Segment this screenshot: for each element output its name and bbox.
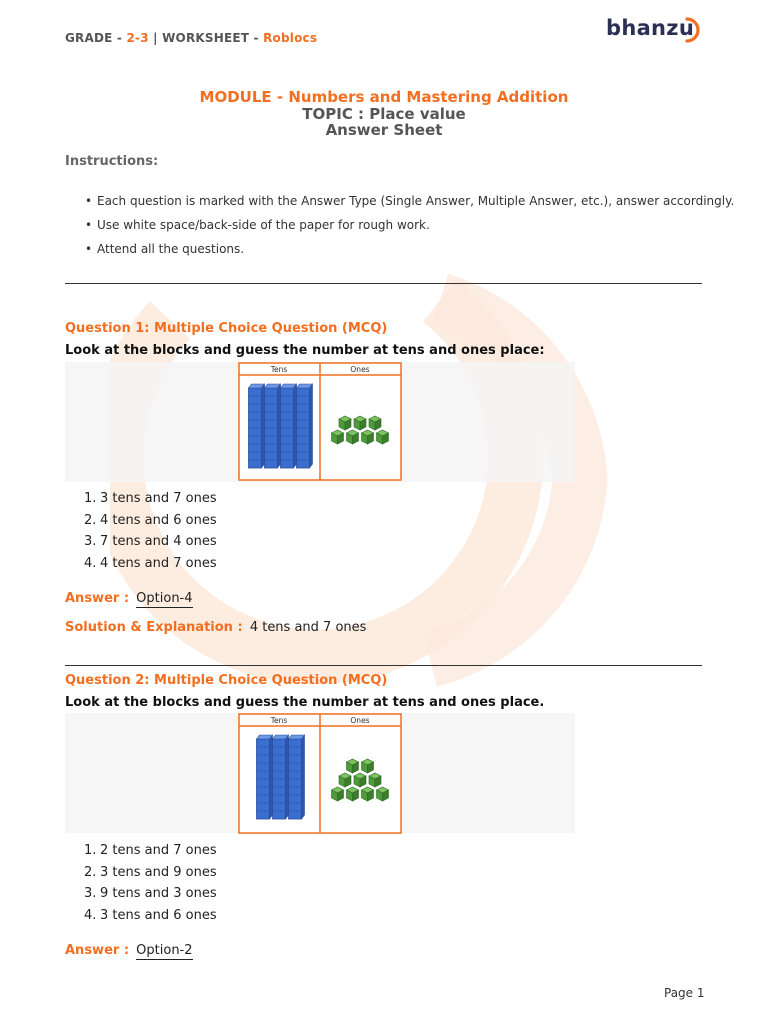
instruction-item: • Attend all the questions. xyxy=(85,240,734,264)
instructions-list xyxy=(85,192,734,264)
ones-cube xyxy=(339,416,351,430)
tens-rod xyxy=(281,384,297,468)
logo-arc-icon xyxy=(684,16,706,44)
option-text: 4 tens and 6 ones xyxy=(100,512,217,528)
option-number: 4. xyxy=(84,907,97,923)
ones-cube xyxy=(362,759,374,773)
tens-rod xyxy=(273,735,289,819)
ones-cube xyxy=(369,773,381,787)
option-text: 4 tens and 7 ones xyxy=(100,555,217,571)
header-separator: | xyxy=(148,31,163,45)
question-2-answer xyxy=(65,943,193,958)
instruction-item: • Use white space/back-side of the paper for rough work. xyxy=(85,216,734,240)
grade-value: 2-3 xyxy=(126,31,149,45)
ones-cube xyxy=(377,787,389,801)
ones-header: Ones xyxy=(350,716,370,725)
option-item xyxy=(84,907,217,929)
worksheet-header xyxy=(65,31,317,45)
option-text: 3 tens and 9 ones xyxy=(100,864,217,880)
question-1-blocks-figure xyxy=(238,362,402,481)
instructions-title: Instructions: xyxy=(65,154,159,169)
ones-cube xyxy=(347,759,359,773)
question-2-prompt: Look at the blocks and guess the number at tens and ones place. xyxy=(65,695,545,710)
ones-cube xyxy=(339,773,351,787)
question-1-prompt: Look at the blocks and guess the number at tens and ones place: xyxy=(65,343,545,358)
answer-label: Answer : xyxy=(65,943,130,958)
question-1-options xyxy=(84,490,217,576)
option-number: 2. xyxy=(84,864,97,880)
worksheet-label: WORKSHEET - xyxy=(162,31,264,45)
option-item xyxy=(84,842,217,864)
tens-header: Tens xyxy=(270,365,288,374)
option-item xyxy=(84,885,217,907)
question-1-solution xyxy=(65,620,366,635)
option-number: 2. xyxy=(84,512,97,528)
sheet-title: Answer Sheet xyxy=(325,121,443,139)
tens-rods xyxy=(257,735,305,819)
tens-rod xyxy=(249,384,265,468)
grade-label: GRADE - xyxy=(65,31,127,45)
instruction-item: • Each question is marked with the Answer Type (Single Answer, Multiple Answer, etc.), answer accordingly. xyxy=(85,192,734,216)
option-item xyxy=(84,490,217,512)
option-item xyxy=(84,533,217,555)
ones-cube xyxy=(369,416,381,430)
page-number: Page 1 xyxy=(664,986,705,1000)
worksheet-value: Roblocs xyxy=(263,31,318,45)
ones-cube xyxy=(362,430,374,444)
ones-cube xyxy=(347,430,359,444)
ones-cube xyxy=(354,416,366,430)
ones-cube xyxy=(377,430,389,444)
tens-rod xyxy=(257,735,273,819)
tens-rod xyxy=(297,384,313,468)
option-text: 3 tens and 7 ones xyxy=(100,491,217,506)
question-2-options xyxy=(84,842,217,928)
ones-header: Ones xyxy=(350,365,370,374)
option-item xyxy=(84,864,217,886)
tens-rod xyxy=(289,735,305,819)
option-number: 3. xyxy=(84,534,97,550)
brand-name: bhanzu xyxy=(606,16,695,40)
ones-cube xyxy=(332,430,344,444)
question-2-title: Question 2: Multiple Choice Question (MCQ) xyxy=(65,673,388,688)
answer-value: Option-2 xyxy=(136,943,193,958)
tens-rod xyxy=(265,384,281,468)
solution-value: 4 tens and 7 ones xyxy=(249,620,367,635)
topic-title: TOPIC : Place value xyxy=(302,105,466,123)
tens-rods xyxy=(249,384,313,468)
question-1-answer xyxy=(65,591,193,606)
option-number: 1. xyxy=(84,491,97,506)
divider xyxy=(65,283,702,284)
option-item xyxy=(84,555,217,577)
ones-cube xyxy=(347,787,359,801)
question-2-blocks-figure xyxy=(238,713,402,834)
tens-header: Tens xyxy=(270,716,288,725)
option-text: 9 tens and 3 ones xyxy=(100,886,217,902)
module-title: MODULE - Numbers and Mastering Addition xyxy=(199,88,569,106)
option-number: 4. xyxy=(84,555,97,571)
option-text: 7 tens and 4 ones xyxy=(100,534,217,550)
option-number: 1. xyxy=(84,843,97,858)
ones-cube xyxy=(362,787,374,801)
option-text: 3 tens and 6 ones xyxy=(100,907,217,923)
answer-label: Answer : xyxy=(65,591,130,606)
question-1-title: Question 1: Multiple Choice Question (MCQ) xyxy=(65,321,388,336)
divider xyxy=(65,665,702,666)
option-text: 2 tens and 7 ones xyxy=(100,843,217,858)
answer-value: Option-4 xyxy=(136,591,193,606)
bhanzu-logo xyxy=(606,14,706,46)
ones-cube xyxy=(354,773,366,787)
option-number: 3. xyxy=(84,886,97,902)
option-item xyxy=(84,512,217,534)
solution-label: Solution & Explanation : xyxy=(65,620,243,635)
ones-cube xyxy=(332,787,344,801)
